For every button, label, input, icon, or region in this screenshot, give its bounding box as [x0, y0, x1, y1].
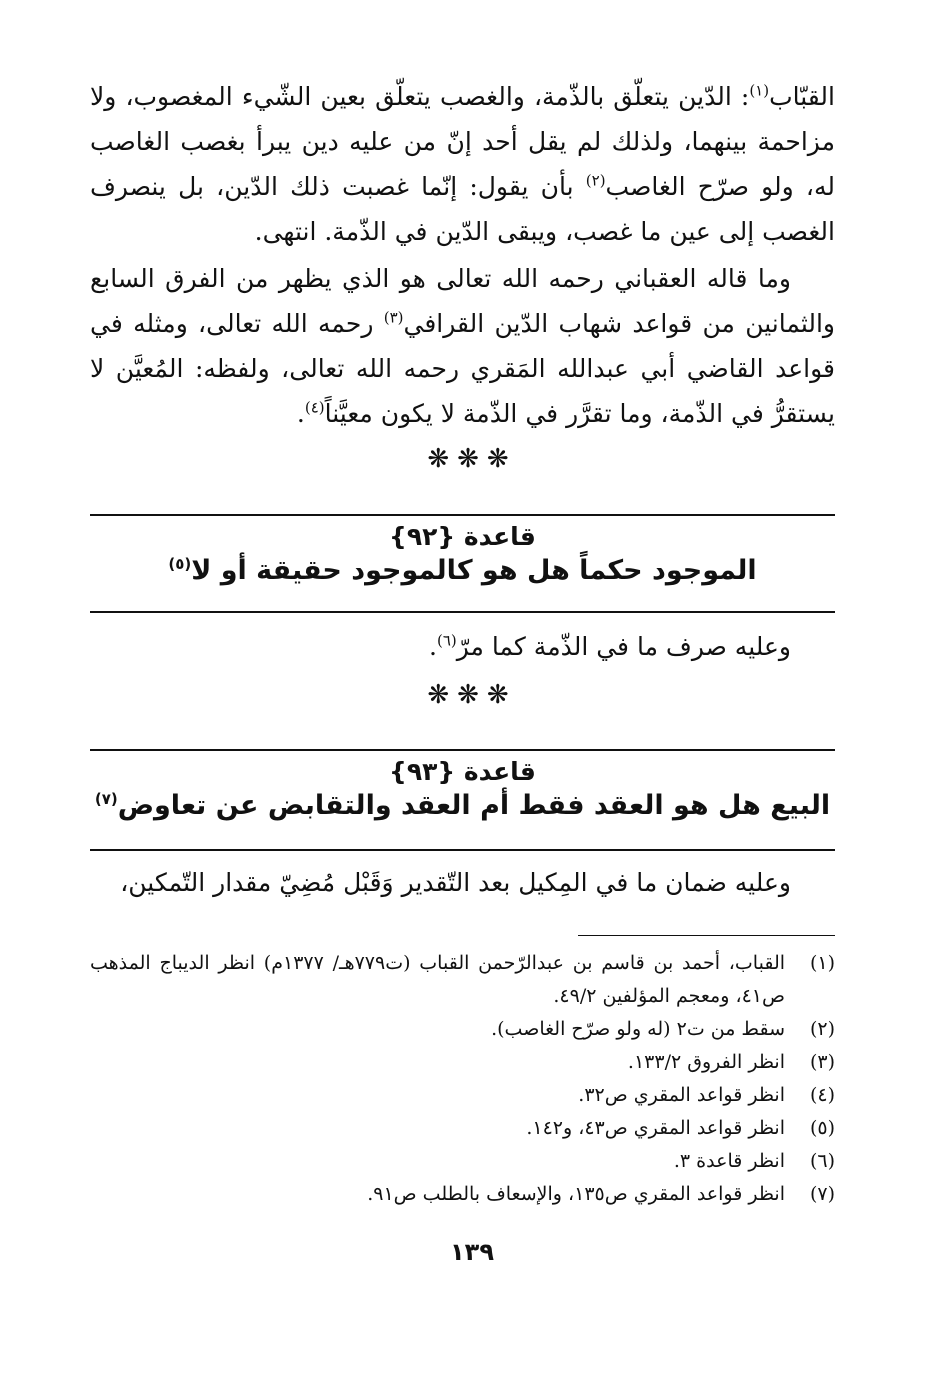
- text: وما قاله العقباني رحمه الله تعالى هو الذي يظهر من الفرق السابع والثمانين من قواعد شهاب الدّين القرافي: [90, 264, 836, 338]
- footnotes: [90, 947, 835, 1211]
- footnote-text: انظر قواعد المقري ص١٣٥، والإسعاف بالطلب ص٩١.: [367, 1183, 785, 1205]
- footnote-1: [90, 947, 835, 1013]
- footnote-text: انظر قواعد المقري ص٤٣، و١٤٢.: [526, 1117, 785, 1139]
- footnote-7: [90, 1178, 835, 1211]
- footnote-separator: [578, 935, 835, 936]
- footnote-ref-1[interactable]: (١): [749, 81, 770, 100]
- text: القبّاب: [769, 82, 835, 111]
- page-number: ١٣٩: [450, 1238, 494, 1266]
- paragraph-2: [90, 256, 835, 436]
- text: .: [429, 632, 437, 661]
- footnote-number: (٧): [809, 1183, 835, 1205]
- text: .: [296, 399, 305, 428]
- text: رحمه الله تعالى، ومثله في قواعد القاضي أبي عبدالله المَقري رحمه الله تعالى، ولفظه: المُعيَّن لا يستقرُّ في الذّمة، وما تقرَّر في الذّمة لا يكون معيَّناً: [90, 309, 835, 428]
- divider-rule: [90, 749, 835, 751]
- rule-93-number: قاعدة {٩٣}: [389, 757, 536, 786]
- footnote-4: [90, 1079, 835, 1112]
- divider-rule: [90, 849, 835, 851]
- footnote-text: انظر قاعدة ٣.: [673, 1150, 785, 1172]
- divider-rule: [90, 514, 835, 516]
- footnote-5: [90, 1112, 835, 1145]
- footnote-ref-7[interactable]: (٧): [94, 790, 118, 808]
- separator-stars: ❋❋❋: [427, 680, 517, 710]
- rule-92-number: قاعدة {٩٢}: [389, 522, 536, 551]
- footnote-text: القباب، أحمد بن قاسم بن عبدالرّحمن القباب (ت٧٧٩هـ/ ١٣٧٧م) انظر الديباج المذهب ص٤١، ومعجم المؤلفين ٤٩/٢.: [90, 952, 786, 1007]
- text: بأن يقول: إنّما غصبت ذلك الدّين، بل ينصرف الغصب إلى عين ما غصب، ويبقى الدّين في الذّمة. انتهى.: [90, 172, 835, 246]
- footnote-text: سقط من ت٢ (له ولو صرّح الغاصب).: [491, 1018, 785, 1040]
- footnote-ref-2[interactable]: (٢): [585, 171, 606, 190]
- footnote-ref-3[interactable]: (٣): [383, 308, 404, 327]
- rule-93-title-line: [90, 790, 835, 821]
- separator-stars: ❋❋❋: [427, 444, 517, 474]
- paragraph-4: [90, 860, 835, 905]
- footnote-number: (٢): [809, 1018, 835, 1040]
- rule-93-title: البيع هل هو العقد فقط أم العقد والتقابض عن تعاوض: [117, 790, 831, 821]
- footnote-6: [90, 1145, 835, 1178]
- footnote-2: [90, 1013, 835, 1046]
- footnote-3: [90, 1046, 835, 1079]
- divider-rule: [90, 611, 835, 613]
- footnote-text: انظر الفروق ١٣٣/٢.: [627, 1051, 785, 1073]
- footnote-number: (٦): [809, 1150, 835, 1172]
- text: وعليه صرف ما في الذّمة كما مرّ: [456, 632, 791, 661]
- rule-92-title-line: [90, 555, 835, 586]
- footnote-number: (٥): [809, 1117, 835, 1139]
- rule-92-heading: [90, 522, 835, 586]
- footnote-text: انظر قواعد المقري ص٣٢.: [578, 1084, 785, 1106]
- rule-93-heading: [90, 757, 835, 821]
- paragraph-3: [90, 624, 835, 669]
- footnote-ref-4[interactable]: (٤): [304, 398, 325, 417]
- footnote-number: (١): [809, 952, 835, 974]
- text: : الدّين يتعلّق بالذّمة، والغصب يتعلّق بعين الشّيء المغصوب، ولا مزاحمة بينهما، ولذلك لم يقل أحد إنّ من عليه دين يبرأ بغصب الغاصب له، ولو صرّح الغاصب: [90, 82, 835, 201]
- text: وعليه ضمان ما في المِكيل بعد التّقدير وَقَبْل مُضِيّ مقدار التّمكين،: [120, 868, 791, 897]
- paragraph-1: [90, 74, 835, 254]
- footnote-number: (٤): [809, 1084, 835, 1106]
- footnote-number: (٣): [809, 1051, 835, 1073]
- rule-92-title: الموجود حكماً هل هو كالموجود حقيقة أو لا: [191, 555, 757, 586]
- footnote-ref-5[interactable]: (٥): [168, 555, 192, 573]
- footnote-ref-6[interactable]: (٦): [436, 631, 457, 650]
